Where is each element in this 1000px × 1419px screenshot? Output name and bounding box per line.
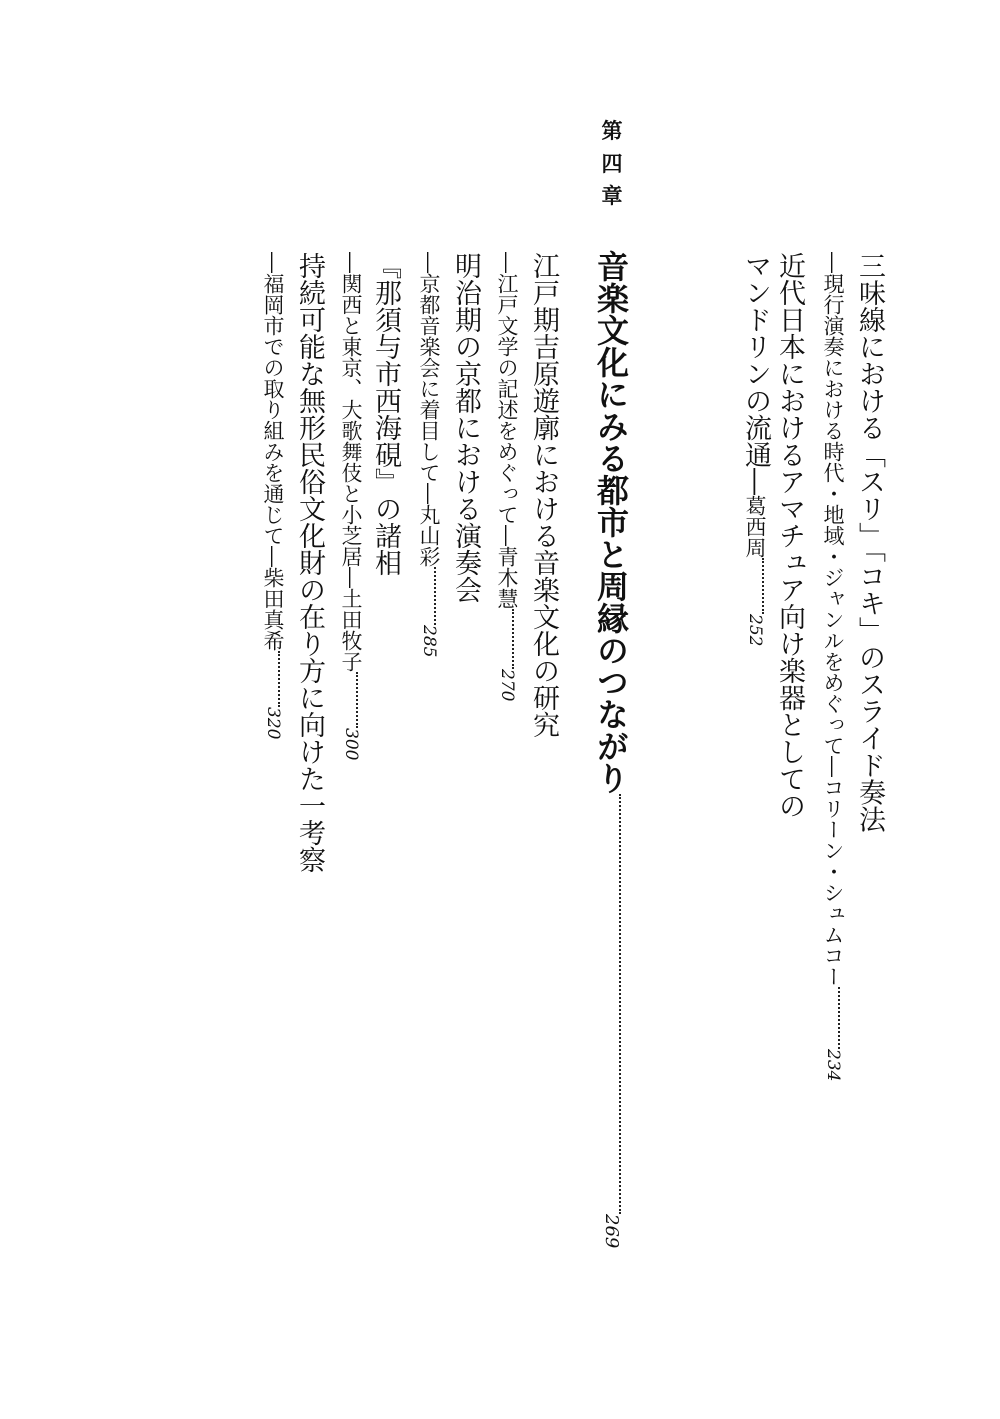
section-title: 音楽文化にみる都市と周縁のつながり bbox=[592, 250, 630, 794]
toc-entry-2-title-line2 bbox=[742, 252, 770, 646]
chapter-char-2: 四 bbox=[601, 152, 623, 176]
toc-entry-3-title: 江戸期吉原遊廓における音楽文化の研究 bbox=[528, 252, 559, 738]
toc-entry-1-line2 bbox=[822, 252, 846, 1081]
toc-entry-3-subtitle: ―江戸文学の記述をめぐって― bbox=[495, 252, 519, 546]
toc-entry-1-author: コリーン・シュムコー bbox=[821, 777, 845, 987]
chapter-char-3: 章 bbox=[601, 184, 623, 208]
leader-dots bbox=[838, 987, 840, 1049]
section-page: 269 bbox=[601, 1214, 622, 1249]
leader-dots bbox=[619, 794, 621, 1214]
toc-entry-5-title: 『那須与市西海硯』の諸相 bbox=[370, 252, 401, 576]
toc-entry-2-page: 252 bbox=[745, 614, 765, 647]
leader-dots bbox=[434, 567, 436, 625]
toc-entry-4-line2 bbox=[418, 252, 442, 657]
toc-entry-6-title: 持続可能な無形民俗文化財の在り方に向けた一考察 bbox=[294, 252, 325, 873]
toc-entry-6-page: 320 bbox=[263, 707, 283, 740]
toc-entry-5-page: 300 bbox=[341, 728, 361, 761]
leader-dots bbox=[512, 609, 514, 669]
toc-entry-2-title2: マンドリンの流通― bbox=[740, 252, 771, 495]
toc-entry-5-line2 bbox=[340, 252, 364, 760]
toc-entry-4-author: 丸山彩 bbox=[417, 504, 441, 567]
toc-entry-3-page: 270 bbox=[497, 669, 517, 702]
toc-entry-6-author: 柴田真希 bbox=[261, 567, 285, 651]
chapter-char-1: 第 bbox=[601, 119, 623, 143]
toc-entry-3-author: 青木慧 bbox=[495, 546, 519, 609]
toc-entry-5-subtitle: ―関西と東京、大歌舞伎と小芝居― bbox=[339, 252, 363, 588]
section-heading bbox=[592, 250, 630, 1249]
toc-entry-4-page: 285 bbox=[419, 625, 439, 658]
toc-entry-4-subtitle: ―京都音楽会に着目して― bbox=[417, 252, 441, 504]
leader-dots bbox=[278, 651, 280, 707]
toc-entry-2-author: 葛西周 bbox=[743, 495, 767, 558]
toc-entry-5-author: 土田牧子 bbox=[339, 588, 363, 672]
toc-entry-1-subtitle: ―現行演奏における時代・地域・ジャンルをめぐって― bbox=[821, 252, 845, 777]
toc-entry-2-title-line1: 近代日本におけるアマチュア向け楽器としての bbox=[774, 252, 805, 819]
toc-entry-1-page: 234 bbox=[823, 1049, 843, 1082]
toc-entry-3-line2 bbox=[496, 252, 520, 701]
toc-entry-6-line2 bbox=[262, 252, 286, 739]
leader-dots bbox=[356, 672, 358, 728]
toc-entry-4-title: 明治期の京都における演奏会 bbox=[450, 252, 481, 603]
toc-entry-6-subtitle: ―福岡市での取り組みを通じて― bbox=[261, 252, 285, 567]
leader-dots bbox=[762, 558, 764, 614]
toc-entry-1-title: 三味線における「スリ」「コキ」のスライド奏法 bbox=[854, 252, 885, 833]
